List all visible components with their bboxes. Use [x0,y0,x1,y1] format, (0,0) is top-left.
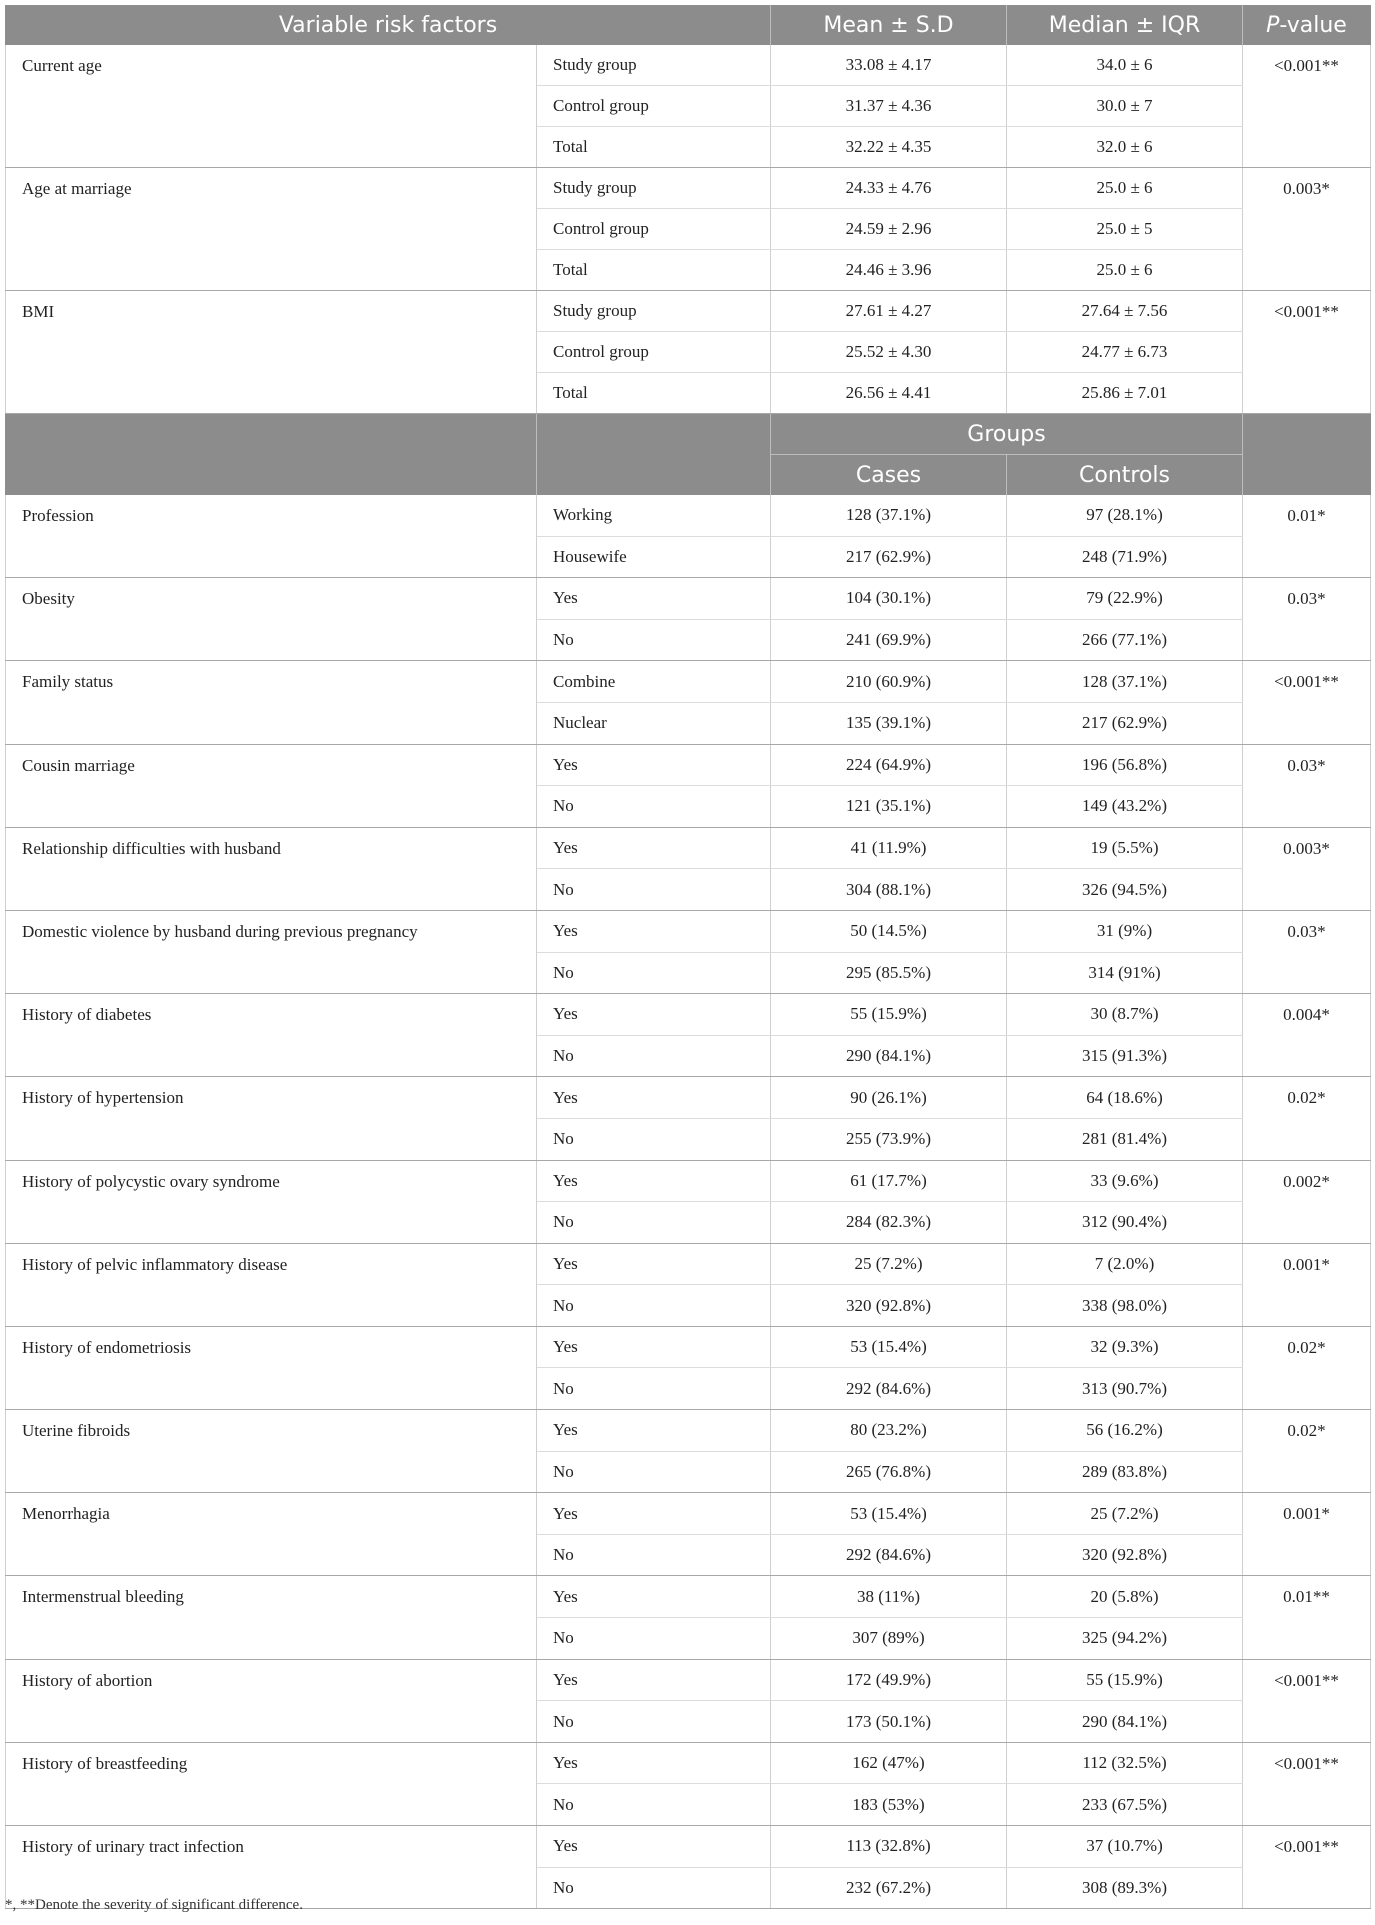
p-value: <0.001** [1243,291,1371,414]
groups-header-row [6,414,1371,455]
cases-value: 53 (15.4%) [771,1326,1007,1368]
category-label: Yes [537,1160,771,1202]
category-label: No [537,952,771,994]
category-label: No [537,1368,771,1410]
header-cases: Cases [771,455,1007,496]
controls-value: 19 (5.5%) [1007,827,1243,869]
variable-label: History of pelvic inflammatory disease [6,1243,537,1326]
p-value: 0.02* [1243,1326,1371,1409]
cases-value: 172 (49.9%) [771,1659,1007,1701]
p-value: 0.02* [1243,1410,1371,1493]
p-value: 0.001* [1243,1243,1371,1326]
p-value: <0.001** [1243,661,1371,744]
header-median-iqr: Median ± IQR [1007,5,1243,45]
table-row [6,1077,1371,1119]
cases-value: 265 (76.8%) [771,1451,1007,1493]
table-row [6,910,1371,952]
category-label: No [537,1867,771,1909]
controls-value: 320 (92.8%) [1007,1534,1243,1576]
median-iqr-value: 25.0 ± 6 [1007,168,1243,209]
mean-sd-value: 33.08 ± 4.17 [771,45,1007,86]
controls-value: 128 (37.1%) [1007,661,1243,703]
header-groups: Groups [771,414,1243,455]
table-row [6,661,1371,703]
cases-value: 25 (7.2%) [771,1243,1007,1285]
category-label: Yes [537,1077,771,1119]
controls-value: 112 (32.5%) [1007,1742,1243,1784]
variable-label: History of urinary tract infection [6,1826,537,1909]
p-value: <0.001** [1243,1659,1371,1742]
controls-value: 308 (89.3%) [1007,1867,1243,1909]
table-row [6,1576,1371,1618]
groups-header-blank-3 [1243,414,1371,496]
table-row [6,994,1371,1036]
cases-value: 53 (15.4%) [771,1493,1007,1535]
table-row [6,1493,1371,1535]
cases-value: 255 (73.9%) [771,1118,1007,1160]
mean-sd-value: 26.56 ± 4.41 [771,373,1007,414]
groups-header-section [6,414,1371,496]
table-row [6,1160,1371,1202]
table-row [6,1410,1371,1452]
cases-value: 241 (69.9%) [771,619,1007,661]
p-value: 0.02* [1243,1077,1371,1160]
p-value: 0.004* [1243,994,1371,1077]
group-label: Total [537,127,771,168]
p-value: 0.01** [1243,1576,1371,1659]
controls-value: 314 (91%) [1007,952,1243,994]
category-label: Yes [537,744,771,786]
variable-label: History of polycystic ovary syndrome [6,1160,537,1243]
controls-value: 56 (16.2%) [1007,1410,1243,1452]
median-iqr-value: 30.0 ± 7 [1007,86,1243,127]
category-label: Yes [537,827,771,869]
table-row [6,1659,1371,1701]
table-row [6,291,1371,332]
mean-sd-value: 32.22 ± 4.35 [771,127,1007,168]
category-label: Combine [537,661,771,703]
variable-label: History of endometriosis [6,1326,537,1409]
controls-value: 338 (98.0%) [1007,1285,1243,1327]
p-value: <0.001** [1243,1826,1371,1909]
controls-value: 315 (91.3%) [1007,1035,1243,1077]
variable-label: History of abortion [6,1659,537,1742]
header-p-suffix: -value [1279,12,1347,38]
variable-label: Family status [6,661,537,744]
controls-value: 7 (2.0%) [1007,1243,1243,1285]
mean-sd-value: 24.46 ± 3.96 [771,250,1007,291]
table-row [6,827,1371,869]
p-value: 0.01* [1243,495,1371,578]
variable-label: Cousin marriage [6,744,537,827]
table-footnote: *, **Denote the severity of significant difference. [5,1897,303,1913]
cases-value: 284 (82.3%) [771,1202,1007,1244]
cases-value: 292 (84.6%) [771,1368,1007,1410]
group-label: Control group [537,332,771,373]
controls-value: 326 (94.5%) [1007,869,1243,911]
category-label: Yes [537,994,771,1036]
cases-value: 290 (84.1%) [771,1035,1007,1077]
variable-label: BMI [6,291,537,414]
category-label: Yes [537,1742,771,1784]
controls-value: 20 (5.8%) [1007,1576,1243,1618]
cases-value: 38 (11%) [771,1576,1007,1618]
controls-value: 289 (83.8%) [1007,1451,1243,1493]
table-row [6,1243,1371,1285]
groups-header-blank-1 [6,414,537,496]
controls-value: 281 (81.4%) [1007,1118,1243,1160]
cases-value: 121 (35.1%) [771,786,1007,828]
cases-value: 292 (84.6%) [771,1534,1007,1576]
controls-value: 290 (84.1%) [1007,1701,1243,1743]
category-label: No [537,619,771,661]
controls-value: 97 (28.1%) [1007,495,1243,536]
cases-value: 183 (53%) [771,1784,1007,1826]
controls-value: 313 (90.7%) [1007,1368,1243,1410]
category-label: No [537,869,771,911]
p-value: <0.001** [1243,1742,1371,1825]
cases-value: 217 (62.9%) [771,536,1007,578]
controls-value: 149 (43.2%) [1007,786,1243,828]
category-label: Yes [537,1410,771,1452]
category-label: Yes [537,1659,771,1701]
controls-value: 31 (9%) [1007,910,1243,952]
cases-value: 61 (17.7%) [771,1160,1007,1202]
p-value: 0.03* [1243,578,1371,661]
table-row [6,578,1371,620]
category-label: Nuclear [537,702,771,744]
category-label: No [537,1451,771,1493]
category-label: No [537,1035,771,1077]
risk-factor-table-container [5,5,1370,1909]
cases-value: 320 (92.8%) [771,1285,1007,1327]
controls-value: 325 (94.2%) [1007,1618,1243,1660]
cases-value: 90 (26.1%) [771,1077,1007,1119]
p-value: <0.001** [1243,45,1371,168]
median-iqr-value: 34.0 ± 6 [1007,45,1243,86]
mean-sd-value: 31.37 ± 4.36 [771,86,1007,127]
group-label: Study group [537,291,771,332]
mean-sd-value: 24.33 ± 4.76 [771,168,1007,209]
cases-value: 224 (64.9%) [771,744,1007,786]
controls-value: 55 (15.9%) [1007,1659,1243,1701]
mean-sd-value: 25.52 ± 4.30 [771,332,1007,373]
variable-label: Profession [6,495,537,578]
controls-value: 248 (71.9%) [1007,536,1243,578]
controls-value: 217 (62.9%) [1007,702,1243,744]
median-iqr-value: 25.86 ± 7.01 [1007,373,1243,414]
p-value: 0.003* [1243,168,1371,291]
category-label: No [537,1701,771,1743]
cases-value: 210 (60.9%) [771,661,1007,703]
p-value: 0.03* [1243,744,1371,827]
cases-value: 135 (39.1%) [771,702,1007,744]
controls-value: 233 (67.5%) [1007,1784,1243,1826]
category-label: No [537,1618,771,1660]
median-iqr-value: 27.64 ± 7.56 [1007,291,1243,332]
category-label: No [537,1285,771,1327]
variable-label: Obesity [6,578,537,661]
category-label: Yes [537,1243,771,1285]
header-variable-risk-factors: Variable risk factors [6,5,771,45]
category-label: No [537,1534,771,1576]
controls-value: 30 (8.7%) [1007,994,1243,1036]
cases-value: 41 (11.9%) [771,827,1007,869]
cases-value: 307 (89%) [771,1618,1007,1660]
cases-value: 173 (50.1%) [771,1701,1007,1743]
category-label: Yes [537,1326,771,1368]
header-mean-sd: Mean ± S.D [771,5,1007,45]
group-label: Control group [537,209,771,250]
controls-value: 196 (56.8%) [1007,744,1243,786]
category-label: No [537,1118,771,1160]
variable-label: History of diabetes [6,994,537,1077]
group-label: Total [537,250,771,291]
p-value: 0.003* [1243,827,1371,910]
controls-value: 79 (22.9%) [1007,578,1243,620]
cases-value: 80 (23.2%) [771,1410,1007,1452]
p-value: 0.03* [1243,910,1371,993]
category-label: Yes [537,578,771,620]
median-iqr-value: 25.0 ± 5 [1007,209,1243,250]
header-p-value [1243,5,1371,45]
cases-value: 50 (14.5%) [771,910,1007,952]
p-value: 0.002* [1243,1160,1371,1243]
controls-value: 266 (77.1%) [1007,619,1243,661]
controls-value: 25 (7.2%) [1007,1493,1243,1535]
variable-label: Menorrhagia [6,1493,537,1576]
risk-factor-table [5,5,1371,1909]
table-row [6,1326,1371,1368]
median-iqr-value: 24.77 ± 6.73 [1007,332,1243,373]
median-iqr-value: 32.0 ± 6 [1007,127,1243,168]
categorical-section [6,495,1371,1909]
controls-value: 312 (90.4%) [1007,1202,1243,1244]
category-label: Yes [537,1493,771,1535]
cases-value: 295 (85.5%) [771,952,1007,994]
category-label: Yes [537,1576,771,1618]
category-label: Housewife [537,536,771,578]
category-label: No [537,1202,771,1244]
variable-label: History of hypertension [6,1077,537,1160]
variable-label: Age at marriage [6,168,537,291]
group-label: Study group [537,45,771,86]
variable-label: Intermenstrual bleeding [6,1576,537,1659]
variable-label: Domestic violence by husband during previous pregnancy [6,910,537,993]
variable-label: Current age [6,45,537,168]
cases-value: 162 (47%) [771,1742,1007,1784]
continuous-section [6,45,1371,414]
cases-value: 304 (88.1%) [771,869,1007,911]
controls-value: 33 (9.6%) [1007,1160,1243,1202]
controls-value: 32 (9.3%) [1007,1326,1243,1368]
mean-sd-value: 27.61 ± 4.27 [771,291,1007,332]
category-label: Yes [537,1826,771,1868]
variable-label: Relationship difficulties with husband [6,827,537,910]
cases-value: 232 (67.2%) [771,1867,1007,1909]
table-row [6,1826,1371,1868]
category-label: Yes [537,910,771,952]
controls-value: 64 (18.6%) [1007,1077,1243,1119]
median-iqr-value: 25.0 ± 6 [1007,250,1243,291]
cases-value: 104 (30.1%) [771,578,1007,620]
cases-value: 113 (32.8%) [771,1826,1007,1868]
category-label: No [537,1784,771,1826]
header-controls: Controls [1007,455,1243,496]
table-row [6,1742,1371,1784]
groups-header-blank-2 [537,414,771,496]
category-label: No [537,786,771,828]
mean-sd-value: 24.59 ± 2.96 [771,209,1007,250]
category-label: Working [537,495,771,536]
controls-value: 37 (10.7%) [1007,1826,1243,1868]
table-row [6,168,1371,209]
table-row [6,45,1371,86]
cases-value: 55 (15.9%) [771,994,1007,1036]
variable-label: Uterine fibroids [6,1410,537,1493]
cases-value: 128 (37.1%) [771,495,1007,536]
header-p-letter: P [1266,12,1280,38]
table-header-row [6,5,1371,45]
group-label: Control group [537,86,771,127]
group-label: Study group [537,168,771,209]
table-row [6,495,1371,536]
p-value: 0.001* [1243,1493,1371,1576]
group-label: Total [537,373,771,414]
variable-label: History of breastfeeding [6,1742,537,1825]
table-row [6,744,1371,786]
